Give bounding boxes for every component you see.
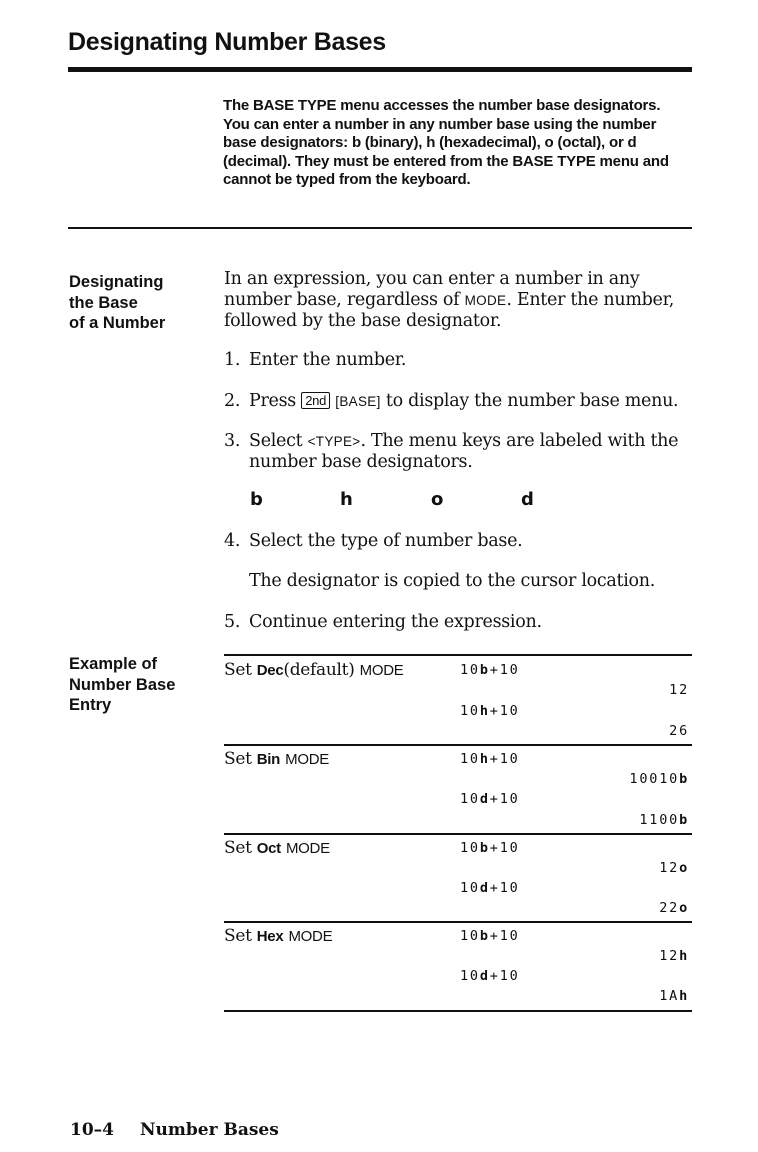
page-title: Designating Number Bases <box>68 28 386 56</box>
side-heading-designating <box>69 272 209 334</box>
page-number: 10–4 <box>70 1120 114 1140</box>
designator-h: h <box>340 489 353 510</box>
mode-word: MODE <box>359 662 404 679</box>
expression <box>460 791 520 807</box>
result-number: 12 <box>659 860 680 876</box>
mode-setting-bin <box>224 749 329 769</box>
mode-word: MODE <box>285 840 330 857</box>
expr-rest: +10 <box>489 703 520 719</box>
mode-word: MODE <box>464 293 507 309</box>
section1-paragraph <box>224 269 694 333</box>
example-rule <box>224 921 692 923</box>
mode-name: Oct <box>256 840 281 857</box>
page-footer <box>70 1120 279 1140</box>
expr-number: 10 <box>460 968 480 984</box>
step-text <box>249 391 694 412</box>
mode-name: Dec <box>256 662 284 679</box>
set-word: Set <box>224 926 252 946</box>
set-word: Set <box>224 749 252 769</box>
result-number: 12 <box>659 948 680 964</box>
result <box>669 682 689 698</box>
result-designator: o <box>679 900 689 916</box>
step-number: 5. <box>224 612 241 632</box>
result-number: 22 <box>659 900 680 916</box>
result-designator: b <box>679 812 689 828</box>
result-number: 10010 <box>629 771 680 787</box>
expr-number: 10 <box>460 703 480 719</box>
side-heading-line: the Base <box>69 293 138 312</box>
side-heading-line: Example of <box>69 655 158 673</box>
expression <box>460 928 520 944</box>
set-word: Set <box>224 660 252 680</box>
expr-rest: +10 <box>489 840 520 856</box>
side-heading-line: of a Number <box>69 314 166 332</box>
expression <box>460 840 520 856</box>
expr-designator: b <box>479 662 490 678</box>
result <box>659 988 689 1004</box>
step-text <box>249 431 694 473</box>
type-menu-label: <TYPE> <box>307 434 361 449</box>
step-number: 4. <box>224 531 241 551</box>
result-designator: h <box>679 988 689 1004</box>
expr-designator: d <box>479 880 490 896</box>
result <box>629 771 689 787</box>
designator-d: d <box>521 489 534 510</box>
expr-rest: +10 <box>489 791 520 807</box>
step-text: Enter the number. <box>249 350 407 370</box>
result-designator: o <box>679 860 689 876</box>
mode-setting-oct <box>224 838 330 858</box>
example-rule <box>224 744 692 746</box>
expr-rest: +10 <box>489 928 520 944</box>
expression <box>460 703 520 719</box>
mode-suffix: (default) <box>283 660 355 680</box>
mode-word: MODE <box>285 751 329 768</box>
step-text-post: . The menu keys are labeled with the number base designators. <box>249 431 679 473</box>
step-number: 3. <box>224 431 241 451</box>
result-designator: h <box>679 948 689 964</box>
result-number: 12 <box>669 682 689 698</box>
step-text: Continue entering the expression. <box>249 612 542 632</box>
expr-designator: d <box>479 968 490 984</box>
example-rule <box>224 833 692 835</box>
expr-rest: +10 <box>489 751 520 767</box>
expr-rest: +10 <box>489 968 520 984</box>
set-word: Set <box>224 838 252 858</box>
note-text: The designator is copied to the cursor location. <box>249 571 656 591</box>
side-heading-line: Entry <box>69 696 112 714</box>
expr-number: 10 <box>460 791 480 807</box>
expr-designator: b <box>479 928 490 944</box>
expr-number: 10 <box>460 751 480 767</box>
step-number: 2. <box>224 391 241 411</box>
designator-b: b <box>250 489 263 510</box>
mode-name: Bin <box>256 751 281 768</box>
expression <box>460 968 520 984</box>
designator-o: o <box>431 489 444 510</box>
mode-word: MODE <box>288 928 333 945</box>
expression <box>460 662 520 678</box>
2nd-key: 2nd <box>301 392 330 409</box>
side-heading-example <box>69 654 209 716</box>
intro-paragraph: The BASE TYPE menu accesses the number base designators. You can enter a number in any number base using the number base designators: b (binary), h (hexadecimal), o (octal), or d (decimal). They must be entered from the BASE TYPE menu and cannot be typed from the keyboard. <box>223 97 669 189</box>
step-text-pre: Select <box>249 431 308 451</box>
expression <box>460 751 520 767</box>
expr-number: 10 <box>460 840 480 856</box>
expr-rest: +10 <box>489 662 520 678</box>
side-heading-line: Designating <box>69 273 164 291</box>
expr-designator: h <box>479 703 490 719</box>
result-number: 26 <box>669 723 689 739</box>
base-menu-label: [BASE] <box>335 394 381 409</box>
side-heading-line: Number Base <box>69 675 176 694</box>
step-text-pre: Press <box>249 391 302 411</box>
result <box>669 723 689 739</box>
para-text: . Enter the number, followed by the base designator. <box>224 290 675 332</box>
expr-number: 10 <box>460 928 480 944</box>
expr-number: 10 <box>460 662 480 678</box>
step-text: Select the type of number base. <box>249 531 523 551</box>
expr-rest: +10 <box>489 880 520 896</box>
result <box>659 948 689 964</box>
result-number: 1100 <box>639 812 680 828</box>
result-number: 1A <box>659 988 680 1004</box>
step-text-post: to display the number base menu. <box>380 391 679 411</box>
result-designator: b <box>679 771 689 787</box>
expr-designator: h <box>479 751 490 767</box>
mode-name: Hex <box>256 928 284 945</box>
result <box>659 860 689 876</box>
expr-designator: b <box>479 840 490 856</box>
intro-rule <box>68 227 692 229</box>
expr-number: 10 <box>460 880 480 896</box>
expression <box>460 880 520 896</box>
example-rule <box>224 654 692 656</box>
result <box>639 812 689 828</box>
example-rule <box>224 1010 692 1012</box>
section-name: Number Bases <box>140 1120 279 1140</box>
para-text: In an expression, you can enter a number in any number base, regardless of <box>224 269 640 311</box>
mode-setting-hex <box>224 926 332 946</box>
header-rule <box>68 67 692 72</box>
expr-designator: d <box>479 791 490 807</box>
step-number: 1. <box>224 350 241 370</box>
result <box>659 900 689 916</box>
mode-setting-dec <box>224 660 403 680</box>
